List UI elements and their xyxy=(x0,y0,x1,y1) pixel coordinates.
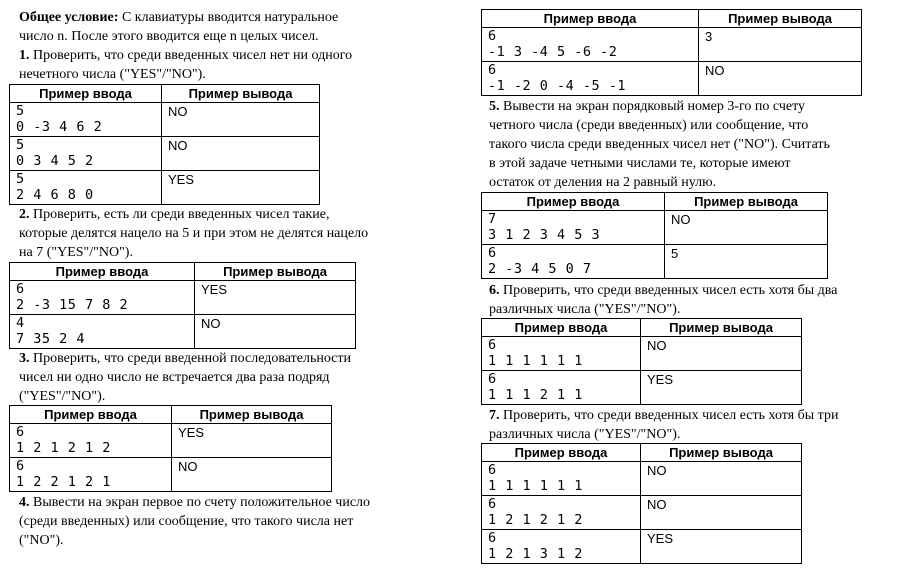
general-condition xyxy=(19,8,338,46)
output-value: NO xyxy=(162,137,320,171)
task-7-table xyxy=(481,443,802,564)
table-row xyxy=(482,530,802,564)
input-count: 6 xyxy=(488,337,497,353)
task-line: на 7 ("YES"/"NO"). xyxy=(19,245,133,260)
input-values: 3 1 2 3 4 5 3 xyxy=(488,227,601,243)
input-header: Пример ввода xyxy=(482,444,641,462)
task-2-statement xyxy=(19,205,368,262)
table-row xyxy=(482,337,802,371)
input-count: 5 xyxy=(16,171,25,187)
output-header: Пример вывода xyxy=(172,406,332,424)
task-line: Проверить, что среди введенных чисел есть хотя бы три xyxy=(499,408,839,423)
output-value: NO xyxy=(195,315,356,349)
output-value: 3 xyxy=(699,28,862,62)
general-text-1: С клавиатуры вводится натуральное xyxy=(118,10,339,25)
input-count: 6 xyxy=(488,371,497,387)
task-5-statement xyxy=(489,97,830,192)
input-count: 6 xyxy=(16,458,25,474)
task-line: Вывести на экран первое по счету положительное число xyxy=(29,495,371,510)
task-line: Проверить, что среди введенных чисел есть хотя бы два xyxy=(499,283,838,298)
general-text-2: число n. После этого вводится еще n целых чисел. xyxy=(19,29,319,44)
task-number: 3. xyxy=(19,351,30,366)
output-header: Пример вывода xyxy=(699,10,862,28)
table-row xyxy=(10,458,332,492)
task-line: такого числа среди введенных чисел нет ("NO"). Считать xyxy=(489,137,830,152)
output-value: NO xyxy=(699,62,862,96)
task-2-table xyxy=(9,262,356,349)
task-line: Проверить, что среди введенной последовательности xyxy=(29,351,352,366)
output-value: NO xyxy=(665,211,828,245)
output-value: YES xyxy=(162,171,320,205)
input-count: 6 xyxy=(16,281,25,297)
task-4-statement xyxy=(19,493,370,550)
output-header: Пример вывода xyxy=(641,319,802,337)
output-value: YES xyxy=(641,371,802,405)
task-number: 2. xyxy=(19,207,30,222)
input-values: 0 3 4 5 2 xyxy=(16,153,94,169)
task-line: нечетного числа ("YES"/"NO"). xyxy=(19,67,206,82)
task-6-statement xyxy=(489,281,837,319)
task-number: 1. xyxy=(19,48,30,63)
output-value: NO xyxy=(641,496,802,530)
input-count: 6 xyxy=(16,424,25,440)
task-1-statement xyxy=(19,46,352,84)
input-values: 1 1 1 2 1 1 xyxy=(488,387,583,403)
task-line: ("NO"). xyxy=(19,533,64,548)
input-count: 6 xyxy=(488,245,497,261)
task-5-table xyxy=(481,192,828,279)
output-header: Пример вывода xyxy=(665,193,828,211)
output-header: Пример вывода xyxy=(195,263,356,281)
task-line: четного числа (среди введенных) или сообщение, что xyxy=(489,118,809,133)
input-header: Пример ввода xyxy=(482,193,665,211)
task-number: 7. xyxy=(489,408,500,423)
input-values: 2 -3 15 7 8 2 xyxy=(16,297,129,313)
input-values: 2 4 6 8 0 xyxy=(16,187,94,203)
task-line: (среди введенных) или сообщение, что такого числа нет xyxy=(19,514,354,529)
task-1-table xyxy=(9,84,320,205)
task-4-table xyxy=(481,9,862,96)
task-number: 4. xyxy=(19,495,30,510)
output-header: Пример вывода xyxy=(162,85,320,103)
table-row xyxy=(482,245,828,279)
input-values: -1 3 -4 5 -6 -2 xyxy=(488,44,618,60)
input-count: 4 xyxy=(16,315,25,331)
general-title: Общее условие: xyxy=(19,10,119,25)
table-row xyxy=(10,137,320,171)
table-row xyxy=(482,496,802,530)
input-values: -1 -2 0 -4 -5 -1 xyxy=(488,78,627,94)
input-count: 5 xyxy=(16,137,25,153)
table-row xyxy=(482,211,828,245)
input-header: Пример ввода xyxy=(10,85,162,103)
task-6-table xyxy=(481,318,802,405)
input-count: 6 xyxy=(488,496,497,512)
table-row xyxy=(482,462,802,496)
output-value: NO xyxy=(172,458,332,492)
table-row xyxy=(482,62,862,96)
input-values: 1 2 2 1 2 1 xyxy=(16,474,111,490)
input-values: 1 1 1 1 1 1 xyxy=(488,353,583,369)
input-values: 2 -3 4 5 0 7 xyxy=(488,261,592,277)
input-values: 1 2 1 3 1 2 xyxy=(488,546,583,562)
task-number: 5. xyxy=(489,99,500,114)
task-line: различных числа ("YES"/"NO"). xyxy=(489,427,681,442)
output-value: NO xyxy=(162,103,320,137)
task-3-statement xyxy=(19,349,351,406)
task-line: Вывести на экран порядковый номер 3-го по счету xyxy=(499,99,806,114)
task-line: Проверить, что среди введенных чисел нет ни одного xyxy=(29,48,353,63)
output-value: YES xyxy=(172,424,332,458)
task-7-statement xyxy=(489,406,838,444)
input-count: 6 xyxy=(488,28,497,44)
input-header: Пример ввода xyxy=(482,10,699,28)
input-values: 1 2 1 2 1 2 xyxy=(16,440,111,456)
input-header: Пример ввода xyxy=(482,319,641,337)
input-count: 6 xyxy=(488,530,497,546)
output-header: Пример вывода xyxy=(641,444,802,462)
output-value: NO xyxy=(641,462,802,496)
input-values: 0 -3 4 6 2 xyxy=(16,119,103,135)
input-count: 5 xyxy=(16,103,25,119)
input-values: 1 2 1 2 1 2 xyxy=(488,512,583,528)
table-row xyxy=(10,103,320,137)
task-number: 6. xyxy=(489,283,500,298)
input-header: Пример ввода xyxy=(10,406,172,424)
input-values: 1 1 1 1 1 1 xyxy=(488,478,583,494)
table-row xyxy=(482,28,862,62)
table-row xyxy=(10,171,320,205)
task-line: в этой задаче четными числами те, которые имеют xyxy=(489,156,791,171)
table-row xyxy=(10,281,356,315)
task-line: Проверить, есть ли среди введенных чисел такие, xyxy=(29,207,330,222)
output-value: YES xyxy=(641,530,802,564)
task-line: остаток от деления на 2 равный нулю. xyxy=(489,175,717,190)
output-value: NO xyxy=(641,337,802,371)
table-row xyxy=(10,315,356,349)
task-line: чисел ни одно число не встречается два раза подряд xyxy=(19,370,330,385)
input-count: 6 xyxy=(488,462,497,478)
task-line: ("YES"/"NO"). xyxy=(19,389,106,404)
input-header: Пример ввода xyxy=(10,263,195,281)
task-3-table xyxy=(9,405,332,492)
input-count: 7 xyxy=(488,211,497,227)
table-row xyxy=(10,424,332,458)
table-row xyxy=(482,371,802,405)
task-line: различных числа ("YES"/"NO"). xyxy=(489,302,681,317)
input-values: 7 35 2 4 xyxy=(16,331,86,347)
task-line: которые делятся нацело на 5 и при этом не делятся нацело xyxy=(19,226,369,241)
output-value: 5 xyxy=(665,245,828,279)
output-value: YES xyxy=(195,281,356,315)
input-count: 6 xyxy=(488,62,497,78)
